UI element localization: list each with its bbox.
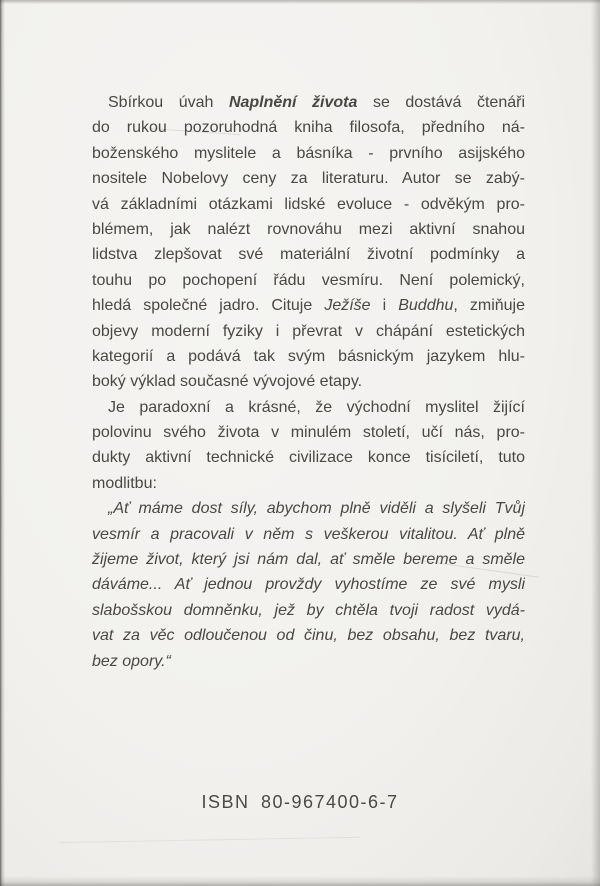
text-line: dukty aktivní technické civilizace konce tisíciletí, tuto [92, 449, 525, 467]
text-line: nositele Nobelovy ceny za literaturu. Autor se zabý- [92, 170, 525, 188]
text-line: vá základními otázkami lidské evoluce - odvěkým pro- [92, 195, 525, 213]
text-line: boký výklad současné vývojové etapy. [92, 373, 363, 391]
text-line: touhu po pochopení řádu vesmíru. Není polemický, [92, 271, 525, 289]
text-line: vat za věc odloučenou od činu, bez obsahu, bez tvaru, [92, 627, 525, 645]
blurb-text [92, 90, 525, 674]
text-line: žijeme život, který jsi nám dal, ať směle bereme a směle [92, 551, 525, 569]
text-line: Je paradoxní a krásné, že východní myslitel žijící [108, 398, 525, 416]
text-line: Sbírkou úvah Naplnění života se dostává čtenáři [108, 94, 525, 111]
text-line: objevy moderní fyziky i převrat v chápání estetických [92, 322, 525, 340]
text-line: lidstva zlepšovat své materiální životní podmínky a [92, 246, 525, 264]
text-line: blémem, jak nalézt rovnováhu mezi aktivní snahou [92, 220, 525, 238]
text-line: polovinu svého života v minulém století, učí nás, pro- [92, 424, 525, 442]
text-line: do rukou pozoruhodná kniha filosofa, předního ná- [92, 119, 525, 137]
scan-scratch [60, 837, 360, 843]
text-line: hledá společné jadro. Cituje Ježíše i Buddhu, zmiňuje [92, 297, 525, 315]
text-line: bez opory.“ [92, 652, 171, 670]
text-line: slabošskou domněnku, jež by chtěla tvoji radost vydá- [92, 601, 525, 619]
text-line: „Ať máme dost síly, abychom plně viděli a slyšeli Tvůj [108, 500, 525, 518]
text-line: boženského myslitele a básníka - prvního asijského [92, 144, 525, 162]
isbn-text: ISBN 80-967400-6-7 [201, 792, 399, 812]
text-line: modlitbu: [92, 474, 157, 492]
text-line: vesmír a pracovali v něm s veškerou vitalitou. Ať plně [92, 525, 525, 543]
text-line: kategorií a podává tak svým básnickým jazykem hlu- [92, 347, 525, 365]
text-line: dáváme... Ať jednou provždy vyhostíme ze své mysli [92, 576, 525, 594]
